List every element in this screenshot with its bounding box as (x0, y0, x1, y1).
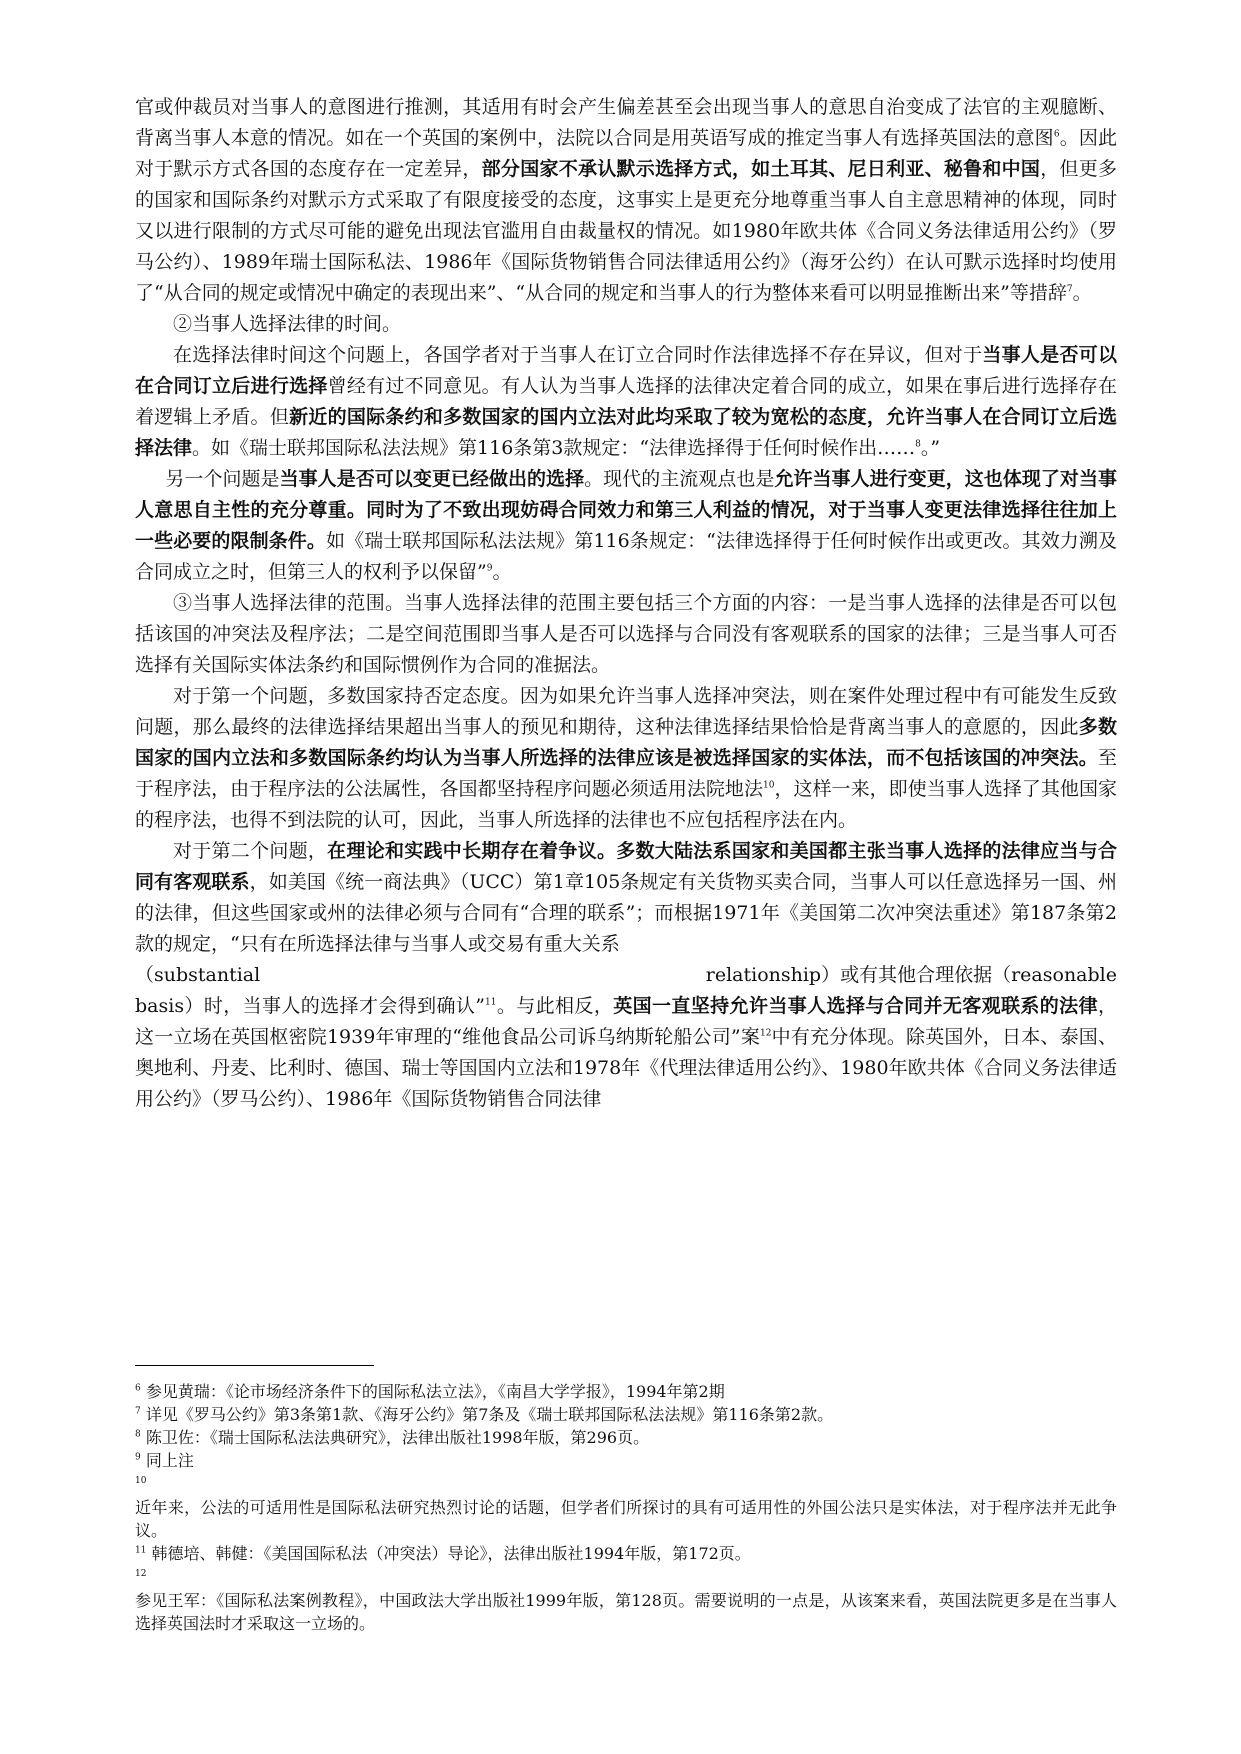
text-run: 。因此对于默示方式各国的态度存在一定差异， (135, 127, 1117, 180)
footnote-12-number: 12 (135, 1569, 147, 1579)
section-heading-time: ②当事人选择法律的时间。 (173, 313, 402, 335)
text-run: basis）时，当事人的选择才会得到确认” (135, 995, 486, 1017)
footnote-8 (135, 1426, 1117, 1449)
text-run: 。与此相反， (496, 995, 614, 1017)
paragraph-choice-time (135, 340, 1117, 464)
paragraph-second-question-part1 (135, 836, 1117, 960)
text-run: relationship）或有其他合理依据（reasonable (705, 964, 1117, 986)
footnote-12: 参见王军：《国际私法案例教程》，中国政法大学出版社1999年版，第128页。需要说明的一点是，从该案来看，英国法院更多是在当事人选择英国法时才采取这一立场的。 (135, 1591, 1117, 1633)
footnote-ref-6[interactable]: 6 (1053, 129, 1060, 140)
paragraph-change-choice (135, 464, 1117, 588)
text-run: （substantial (135, 964, 261, 986)
footnote-7 (135, 1403, 1117, 1426)
text-run: ，这一立场在英国枢密院1939年审理的“维他食品公司诉乌纳斯轮船公司”案 (135, 995, 1117, 1048)
section-heading-scope: ③当事人选择法律的范围。当事人选择法律的范围主要包括三个方面的内容：一是当事人选择的法律是否可以包括该国的冲突法及程序法；二是空间范围即当事人是否可以选择与合同没有客观联系的国家的法律；三是当事人可否选择有关国际实体法条约和国际惯例作为合同的准据法。 (135, 592, 1117, 676)
bold-text-run: 允许当事人进行变更，这也体现了对当事人意思自主性的充分尊重。同时为了不致出现妨碍合同效力和第三人利益的情况，对于当事人变更法律选择往往加上一些必要的限制条件。 (135, 468, 1117, 552)
footnote-11 (135, 1542, 1117, 1565)
footnote-9 (135, 1449, 1117, 1472)
bold-text-run: 当事人是否可以在合同订立后进行选择 (135, 344, 1117, 397)
footnote-number: 9 (135, 1452, 141, 1463)
document-body (135, 92, 1117, 1115)
footnote-separator (135, 1365, 374, 1366)
paragraph-second-question (135, 836, 1117, 1115)
text-run: 在选择法律时间这个问题上，各国学者对于当事人在订立合同时作法律选择不存在异议，但对于 (173, 344, 983, 366)
text-run: 。现代的主流观点也是 (584, 468, 775, 490)
text-run: 曾经有过不同意见。有人认为当事人选择的法律决定着合同的成立，如果在事后进行选择存在着逻辑上矛盾。但 (135, 375, 1117, 428)
footnote-10-number: 10 (135, 1476, 147, 1486)
text-run: 官或仲裁员对当事人的意图进行推测，其适用有时会产生偏差甚至会出现当事人的意思自治变成了法官的主观臆断、背离当事人本意的情况。如在一个英国的案例中，法院以合同是用英语写成的推定当事人有选择英国法的意图 (135, 96, 1117, 149)
text-run: 对于第一个问题，多数国家持否定态度。因为如果允许当事人选择冲突法，则在案件处理过程中有可能发生反致问题，那么最终的法律选择结果超出当事人的预见和期待，这种法律选择结果恰恰是背离当事人的意愿的，因此 (135, 685, 1117, 738)
bold-text-run: 在理论和实践中长期存在着争议。多数大陆法系国家和美国都主张当事人选择的法律应当与合同有客观联系 (135, 840, 1117, 893)
paragraph-implied-choice (135, 92, 1117, 309)
footnote-number: 11 (135, 1545, 147, 1556)
text-run: 。 (1072, 282, 1092, 304)
text-run: 中有充分体现。除英国外，日本、泰国、奥地利、丹麦、比利时、德国、瑞士等国国内立法和1978年《代理法律适用公约》、1980年欧共体《合同义务法律适用公约》（罗马公约）、1986年《国际货物销售合同法律 (135, 1026, 1117, 1110)
spread-line (135, 960, 1117, 991)
footnote-text: 韩德培、韩健：《美国国际私法（冲突法）导论》，法律出版社1994年版，第172页。 (151, 1544, 751, 1563)
text-run: ，这样一来，即使当事人选择了其他国家的程序法，也得不到法院的认可，因此，当事人所选择的法律也不应包括程序法在内。 (135, 778, 1117, 831)
footnote-text: 同上注 (145, 1451, 194, 1470)
bold-text-run: 英国一直坚持允许当事人选择与合同并无客观联系的法律 (613, 995, 1098, 1017)
bold-text-run: 当事人是否可以变更已经做出的选择 (279, 468, 585, 490)
text-run: 。如《瑞士联邦国际私法法规》第116条第3款规定：“法律选择得于任何时候作出…… (192, 437, 916, 459)
footnote-text: 陈卫佐：《瑞士国际私法法典研究》，法律出版社1998年版，第296页。 (145, 1428, 650, 1447)
footnote-number: 6 (135, 1383, 141, 1394)
footnote-ref-9[interactable]: 9 (486, 563, 493, 574)
paragraph-second-question-part2 (135, 991, 1117, 1115)
text-run: 。” (920, 437, 941, 459)
text-run: 至于程序法，由于程序法的公法属性，各国都坚持程序问题必须适用法院地法 (135, 747, 1117, 800)
footnote-ref-10[interactable]: 10 (762, 780, 775, 791)
footnote-text: 参见黄瑞：《论市场经济条件下的国际私法立法》，《南昌大学学报》，1994年第2期 (145, 1382, 725, 1401)
footnote-ref-11[interactable]: 11 (485, 997, 497, 1008)
bold-text-run: 多数国家的国内立法和多数国际条约均认为当事人所选择的法律应该是被选择国家的实体法，而不包括该国的冲突法。 (135, 716, 1117, 769)
text-run: 如《瑞士联邦国际私法法规》第116条规定：“法律选择得于任何时候作出或更改。其效力溯及合同成立之时，但第三人的权利予以保留” (135, 530, 1117, 583)
footnote-ref-8[interactable]: 8 (915, 439, 921, 450)
footnote-6 (135, 1380, 1117, 1403)
text-run: ，但更多的国家和国际条约对默示方式采取了有限度接受的态度，这事实上是更充分地尊重当事人自主意思精神的体现，同时又以进行限制的方式尽可能的避免出现法官滥用自由裁量权的情况。如1980年欧共体《合同义务法律适用公约》（罗马公约）、1989年瑞士国际私法、1986年《国际货物销售合同法律适用公约》（海牙公约）在认可默示选择时均使用了“从合同的规定或情况中确定的表现出来”、“从合同的规定和当事人的行为整体来看可以明显推断出来”等措辞 (135, 158, 1117, 304)
text-run: 。 (492, 561, 512, 583)
footnote-text: 详见《罗马公约》第3条第1款、《海牙公约》第7条及《瑞士联邦国际私法法规》第116条第2款。 (145, 1405, 834, 1424)
footnote-number: 8 (135, 1429, 141, 1440)
footnote-ref-12[interactable]: 12 (760, 1028, 772, 1039)
paragraph-first-question (135, 681, 1117, 836)
footnote-10: 近年来，公法的可适用性是国际私法研究热烈讨论的话题，但学者们所探讨的具有可适用性的外国公法只是实体法，对于程序法并无此争议。 (135, 1498, 1117, 1540)
text-run: 对于第二个问题， (173, 840, 328, 862)
footnote-ref-7[interactable]: 7 (1066, 284, 1073, 295)
bold-text-run: 新近的国际条约和多数国家的国内立法对此均采取了较为宽松的态度，允许当事人在合同订立后选择法律 (135, 406, 1117, 459)
text-run: 另一个问题是 (165, 468, 280, 490)
footnote-number: 7 (135, 1406, 141, 1417)
bold-text-run: 部分国家不承认默示选择方式，如土耳其、尼日利亚、秘鲁和中国 (481, 158, 1041, 180)
footnotes (135, 1380, 1117, 1635)
text-run: ，如美国《统一商法典》（UCC）第1章105条规定有关货物买卖合同，当事人可以任意选择另一国、州的法律，但这些国家或州的法律必须与合同有“合理的联系”；而根据1971年《美国第二次冲突法重述》第187条第2款的规定，“只有在所选择法律与当事人或交易有重大关系 (135, 871, 1117, 955)
